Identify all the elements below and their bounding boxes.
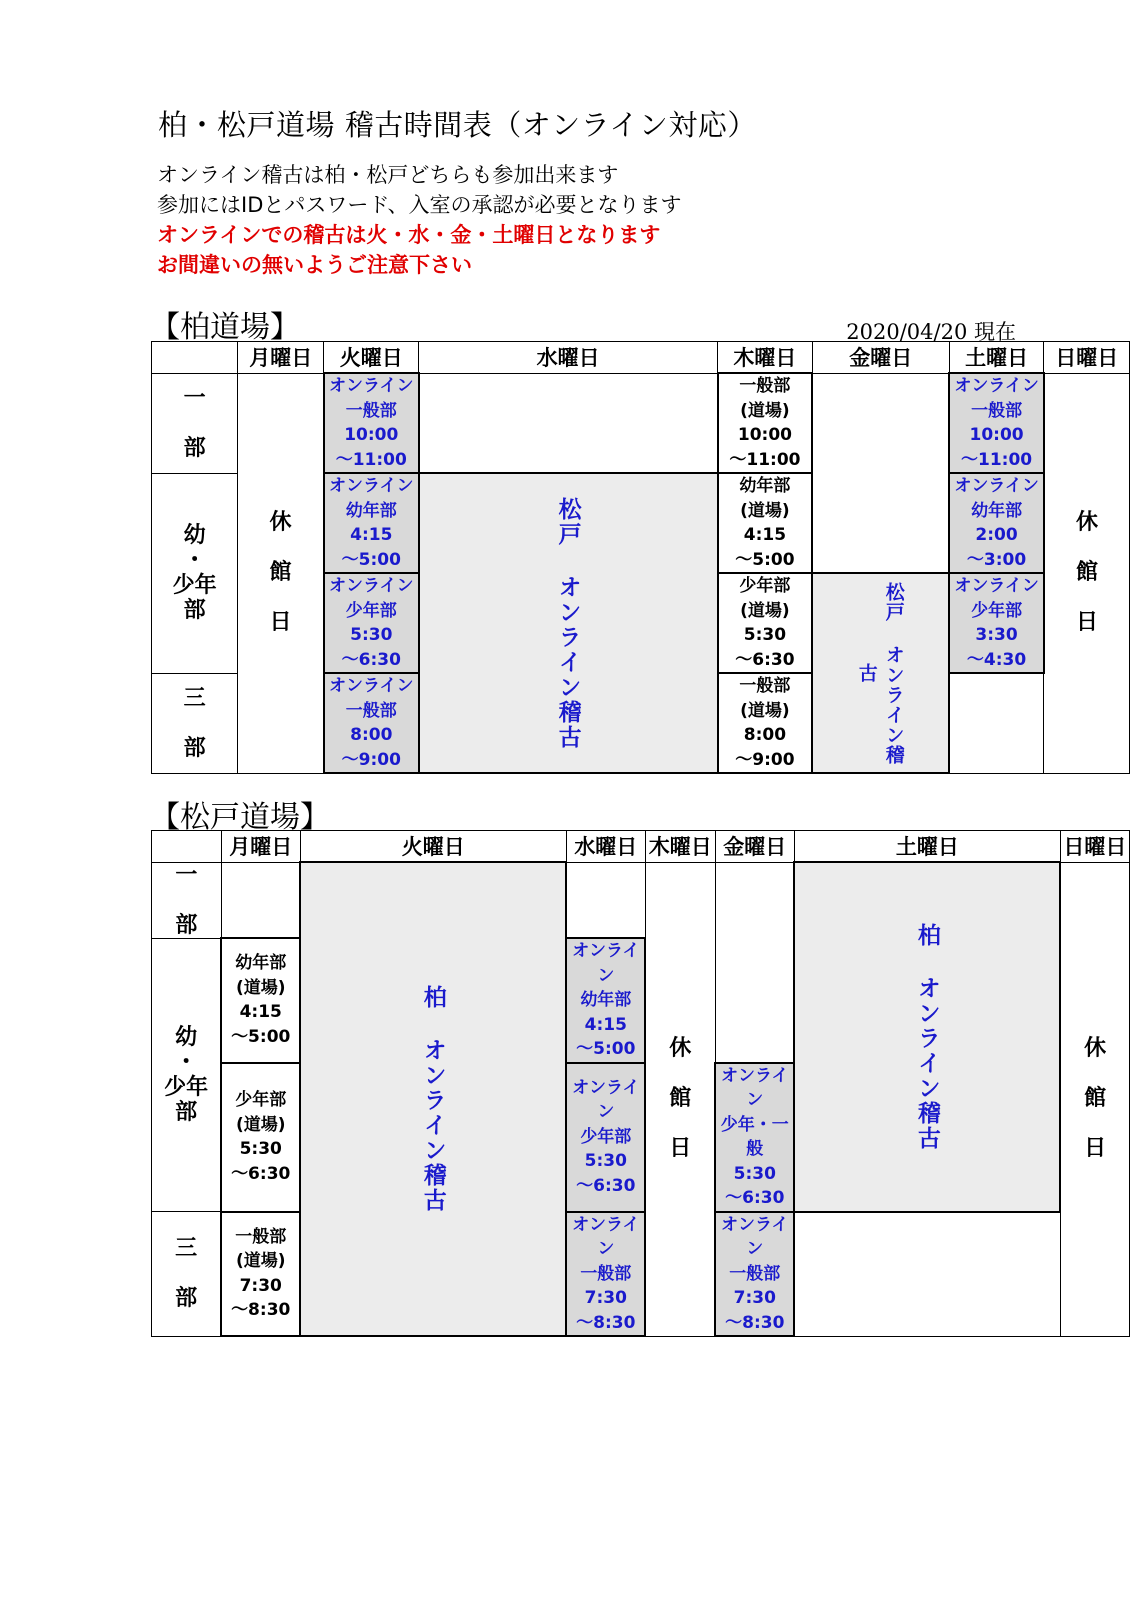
sunday-closed: 休 館 日 xyxy=(1060,862,1129,1336)
thursday-closed: 休 館 日 xyxy=(645,862,715,1336)
schedule-cell: オンライン 少年部 5:30 〜6:30 xyxy=(324,573,419,673)
period-label-1: 一 部 xyxy=(152,862,222,938)
schedule-cell: 少年部 (道場) 5:30 〜6:30 xyxy=(718,573,813,673)
matsudo-heading: 【松戸道場】 xyxy=(150,800,330,835)
corner-cell xyxy=(152,342,238,374)
schedule-cell: オンライン 少年部 5:30 〜6:30 xyxy=(566,1063,645,1212)
note-line-1: オンライン稽古は柏・松戸どちらも参加出来ます xyxy=(157,163,619,187)
day-header: 日曜日 xyxy=(1060,831,1129,863)
day-header: 月曜日 xyxy=(221,831,300,863)
kashiwa-timetable xyxy=(151,341,1130,774)
monday-closed: 休 館 日 xyxy=(238,373,324,773)
corner-cell xyxy=(152,831,222,863)
matsudo-online-cross-cell: 松戸 オンライン稽古 xyxy=(812,573,949,773)
as-of-date: 2020/04/20 現在 xyxy=(846,320,1016,344)
day-header: 水曜日 xyxy=(566,831,645,863)
schedule-cell: 少年部 (道場) 5:30 〜6:30 xyxy=(221,1063,300,1212)
day-header: 月曜日 xyxy=(238,342,324,374)
empty-cell xyxy=(949,673,1044,773)
period-label-3: 三 部 xyxy=(152,1212,222,1337)
schedule-cell: オンライン 一般部 8:00 〜9:00 xyxy=(324,673,419,773)
day-header: 木曜日 xyxy=(645,831,715,863)
empty-cell xyxy=(221,862,300,938)
note-line-2: 参加にはIDとパスワード、入室の承認が必要となります xyxy=(157,193,682,217)
day-header: 土曜日 xyxy=(949,342,1044,374)
kashiwa-online-cross-cell: 柏 オンライン稽古 xyxy=(794,862,1060,1212)
day-header: 火曜日 xyxy=(324,342,419,374)
schedule-cell: オンライン 幼年部 2:00 〜3:00 xyxy=(949,473,1044,573)
warning-line-2: お間違いの無いようご注意下さい xyxy=(157,253,472,277)
period-label-2: 幼 ・ 少年 部 xyxy=(152,938,222,1212)
page-title: 柏・松戸道場 稽古時間表（オンライン対応） xyxy=(158,108,757,142)
schedule-cell: 一般部 (道場) 8:00 〜9:00 xyxy=(718,673,813,773)
empty-cell xyxy=(812,373,949,573)
sunday-closed: 休 館 日 xyxy=(1044,373,1130,773)
day-header: 火曜日 xyxy=(300,831,566,863)
day-header: 土曜日 xyxy=(794,831,1060,863)
schedule-cell: オンライン 一般部 10:00 〜11:00 xyxy=(949,373,1044,473)
day-header: 日曜日 xyxy=(1044,342,1130,374)
matsudo-timetable xyxy=(151,830,1130,1337)
schedule-cell: 一般部 (道場) 10:00 〜11:00 xyxy=(718,373,813,473)
schedule-cell: オンライン 幼年部 4:15 〜5:00 xyxy=(566,938,645,1063)
matsudo-online-cross-cell: 松戸 オンライン稽古 xyxy=(419,473,718,773)
schedule-cell: オンライン 一般部 10:00 〜11:00 xyxy=(324,373,419,473)
period-label-3: 三 部 xyxy=(152,673,238,773)
empty-cell xyxy=(566,862,645,938)
empty-cell xyxy=(419,373,718,473)
schedule-cell: オンライン 少年部 3:30 〜4:30 xyxy=(949,573,1044,673)
day-header: 水曜日 xyxy=(419,342,718,374)
period-label-1: 一 部 xyxy=(152,373,238,473)
kashiwa-heading: 【柏道場】 xyxy=(150,310,300,345)
kashiwa-online-cross-cell: 柏 オンライン稽古 xyxy=(300,862,566,1336)
day-header: 金曜日 xyxy=(812,342,949,374)
warning-line-1: オンラインでの稽古は火・水・金・土曜日となります xyxy=(157,223,661,247)
schedule-cell: 一般部 (道場) 7:30 〜8:30 xyxy=(221,1212,300,1337)
schedule-cell: オンライン 一般部 7:30 〜8:30 xyxy=(566,1212,645,1337)
day-header: 金曜日 xyxy=(715,831,794,863)
schedule-cell: 幼年部 (道場) 4:15 〜5:00 xyxy=(221,938,300,1063)
schedule-cell: オンライン 幼年部 4:15 〜5:00 xyxy=(324,473,419,573)
day-header: 木曜日 xyxy=(718,342,813,374)
schedule-cell: オンライン 少年・一般 5:30 〜6:30 xyxy=(715,1063,794,1212)
empty-cell xyxy=(794,1212,1060,1337)
schedule-cell: 幼年部 (道場) 4:15 〜5:00 xyxy=(718,473,813,573)
period-label-2: 幼 ・ 少年 部 xyxy=(152,473,238,673)
schedule-cell: オンライン 一般部 7:30 〜8:30 xyxy=(715,1212,794,1337)
empty-cell xyxy=(715,862,794,1063)
